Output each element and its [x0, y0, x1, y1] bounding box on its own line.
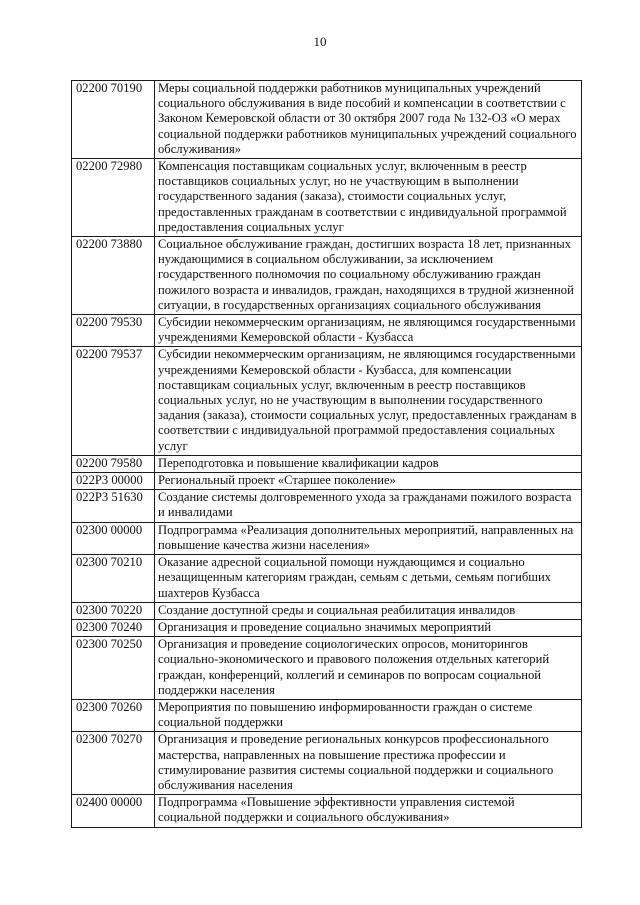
- description-cell: Подпрограмма «Реализация дополнительных мероприятий, направленных на повышение качества жизни населения»: [155, 522, 582, 554]
- code-cell: 02200 72980: [72, 159, 155, 237]
- description-cell: Субсидии некоммерческим организациям, не являющимся государственными учреждениями Кемеровской области - Кузбасса, для компенсации поставщикам социальных услуг, включенным в реестр поставщиков социальных услуг, но не участвующим в выполнении государственного задания (заказа), стоимости социальных услуг, предоставленных гражданам в соответствии с индивидуальной программой предоставления социальных услуг: [155, 347, 582, 455]
- table-row: [72, 732, 582, 795]
- table-row: [72, 81, 582, 159]
- description-cell: Создание системы долговременного ухода за гражданами пожилого возраста и инвалидами: [155, 490, 582, 522]
- description-cell: Мероприятия по повышению информированности граждан о системе социальной поддержки: [155, 699, 582, 731]
- code-cell: 02300 70240: [72, 619, 155, 636]
- table-row: [72, 315, 582, 347]
- code-cell: 022P3 51630: [72, 490, 155, 522]
- description-cell: Создание доступной среды и социальная реабилитация инвалидов: [155, 602, 582, 619]
- page-number: 10: [313, 34, 327, 49]
- code-cell: 02200 79580: [72, 455, 155, 472]
- table-row: [72, 237, 582, 315]
- code-cell: 022P3 00000: [72, 473, 155, 490]
- table-row: [72, 699, 582, 731]
- description-cell: Организация и проведение социально значимых мероприятий: [155, 619, 582, 636]
- description-cell: Оказание адресной социальной помощи нуждающимся и социально незащищенным категориям граждан, семьям с детьми, семьям погибших шахтеров Кузбасса: [155, 555, 582, 603]
- code-cell: 02200 79537: [72, 347, 155, 455]
- code-cell: 02200 70190: [72, 81, 155, 159]
- description-cell: Организация и проведение социологических опросов, мониторингов социально-экономического и правового положения отдельных категорий граждан, конференций, коллегий и семинаров по вопросам социальной поддержки населения: [155, 637, 582, 700]
- code-cell: 02300 70210: [72, 555, 155, 603]
- budget-code-table: [71, 80, 582, 828]
- description-cell: Региональный проект «Старшее поколение»: [155, 473, 582, 490]
- description-cell: Меры социальной поддержки работников муниципальных учреждений социального обслуживания в виде пособий и компенсации в соответствии с Законом Кемеровской области от 30 октября 2007 года № 132-ОЗ «О мерах социальной поддержки работников муниципальных учреждений социального обслуживания»: [155, 81, 582, 159]
- code-cell: 02300 70270: [72, 732, 155, 795]
- table-row: [72, 347, 582, 455]
- code-cell: 02300 70250: [72, 637, 155, 700]
- description-cell: Подпрограмма «Повышение эффективности управления системой социальной поддержки и социального обслуживания»: [155, 795, 582, 827]
- code-cell: 02300 70220: [72, 602, 155, 619]
- code-cell: 02300 70260: [72, 699, 155, 731]
- table-row: [72, 455, 582, 472]
- description-cell: Переподготовка и повышение квалификации кадров: [155, 455, 582, 472]
- table-row: [72, 490, 582, 522]
- description-cell: Социальное обслуживание граждан, достигших возраста 18 лет, признанных нуждающимися в социальном обслуживании, за исключением государственного полномочия по социальному обслуживанию граждан пожилого возраста и инвалидов, граждан, находящихся в трудной жизненной ситуации, в государственных организациях социального обслуживания: [155, 237, 582, 315]
- table-row: [72, 602, 582, 619]
- code-cell: 02200 73880: [72, 237, 155, 315]
- code-cell: 02400 00000: [72, 795, 155, 827]
- code-cell: 02200 79530: [72, 315, 155, 347]
- table-row: [72, 619, 582, 636]
- table-row: [72, 795, 582, 827]
- description-cell: Субсидии некоммерческим организациям, не являющимся государственными учреждениями Кемеровской области - Кузбасса: [155, 315, 582, 347]
- table-row: [72, 555, 582, 603]
- code-cell: 02300 00000: [72, 522, 155, 554]
- description-cell: Компенсация поставщикам социальных услуг, включенным в реестр поставщиков социальных услуг, но не участвующим в выполнении государственного задания (заказа), стоимости социальных услуг, предоставленных гражданам в соответствии с индивидуальной программой предоставления социальных услуг: [155, 159, 582, 237]
- table-row: [72, 473, 582, 490]
- table-row: [72, 522, 582, 554]
- description-cell: Организация и проведение региональных конкурсов профессионального мастерства, направленных на повышение престижа профессии и стимулирование развития системы социальной поддержки и социального обслуживания населения: [155, 732, 582, 795]
- table-row: [72, 637, 582, 700]
- table-row: [72, 159, 582, 237]
